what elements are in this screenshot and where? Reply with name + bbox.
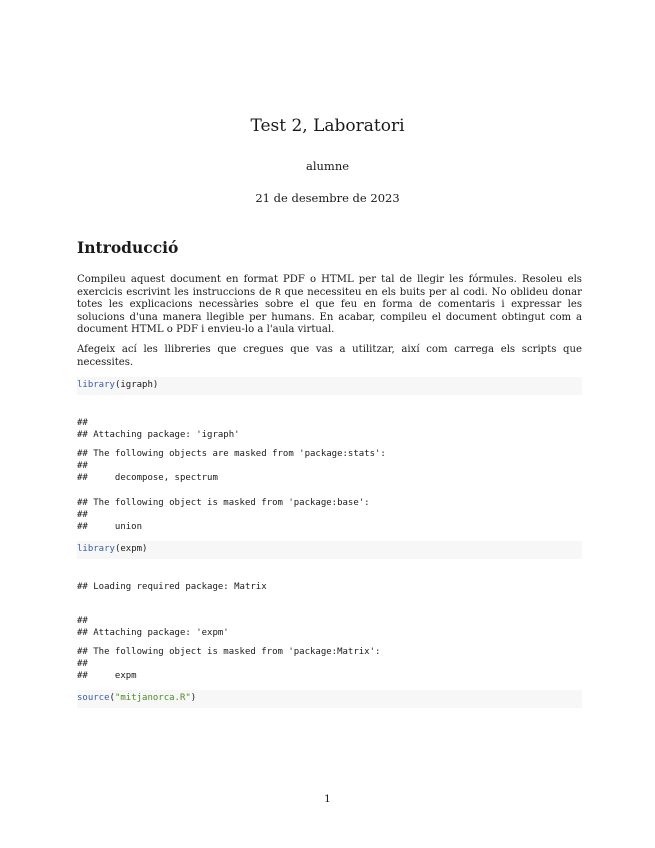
document-title: Test 2, Laboratori (250, 116, 405, 136)
document-body (77, 238, 582, 708)
code-argument: (expm) (114, 544, 148, 555)
document-author: alumne (305, 159, 350, 173)
code-string: "mitjanorca.R" (114, 693, 191, 704)
output-line: ## decompose, spectrum (77, 473, 218, 484)
code-chunk-source (77, 690, 582, 708)
document-date: 21 de desembre de 2023 (255, 191, 400, 205)
output-line: ## union (77, 522, 143, 533)
code-function: library (77, 544, 115, 555)
output-line: ## Attaching package: 'expm' (77, 628, 229, 639)
code-paren-open: ( (109, 693, 115, 704)
page-number: 1 (324, 793, 331, 805)
code-argument: (igraph) (114, 380, 159, 391)
intro-text-end: que necessiteu en els buits per al codi. No oblideu donar totes les explicacions necessàries sobre el que feu en forma de comentaris i expressar les solucions d'una manera llegible per humans. En acabar, compileu el document obtingut com a document HTML o PDF i envieu-lo a l'aula virtual. (77, 286, 582, 336)
output-line: ## The following object is masked from 'package:Matrix': (77, 647, 381, 658)
code-function: library (77, 380, 115, 391)
output-line: ## Attaching package: 'igraph' (77, 430, 240, 441)
code-function: source (77, 693, 110, 704)
output-line: ## The following object is masked from 'package:base': (77, 498, 370, 509)
intro-paragraph (77, 274, 582, 337)
output-line: ## Loading required package: Matrix (77, 582, 267, 593)
output-line: ## (77, 510, 88, 521)
output-line: ## expm (77, 671, 137, 682)
output-line: ## (77, 659, 88, 670)
output-line: ## The following objects are masked from 'package:stats': (77, 449, 386, 460)
output-line: ## (77, 418, 88, 429)
output-line: ## (77, 616, 88, 627)
code-chunk-expm (77, 541, 582, 559)
code-paren-close: ) (190, 693, 197, 704)
r-language-name: R (275, 287, 281, 298)
section-heading: Introducció (77, 238, 179, 257)
code-chunk-igraph (77, 377, 582, 395)
libraries-paragraph: Afegeix ací les llibreries que cregues que vas a utilitzar, així com carrega els scripts que necessites. (77, 343, 582, 368)
intro-text-start: Compileu aquest document en format PDF o HTML per tal de llegir les fórmules. Resoleu els exercicis escrivint les instruccions de (77, 274, 582, 298)
output-line: ## (77, 461, 88, 472)
title-block (0, 116, 655, 205)
